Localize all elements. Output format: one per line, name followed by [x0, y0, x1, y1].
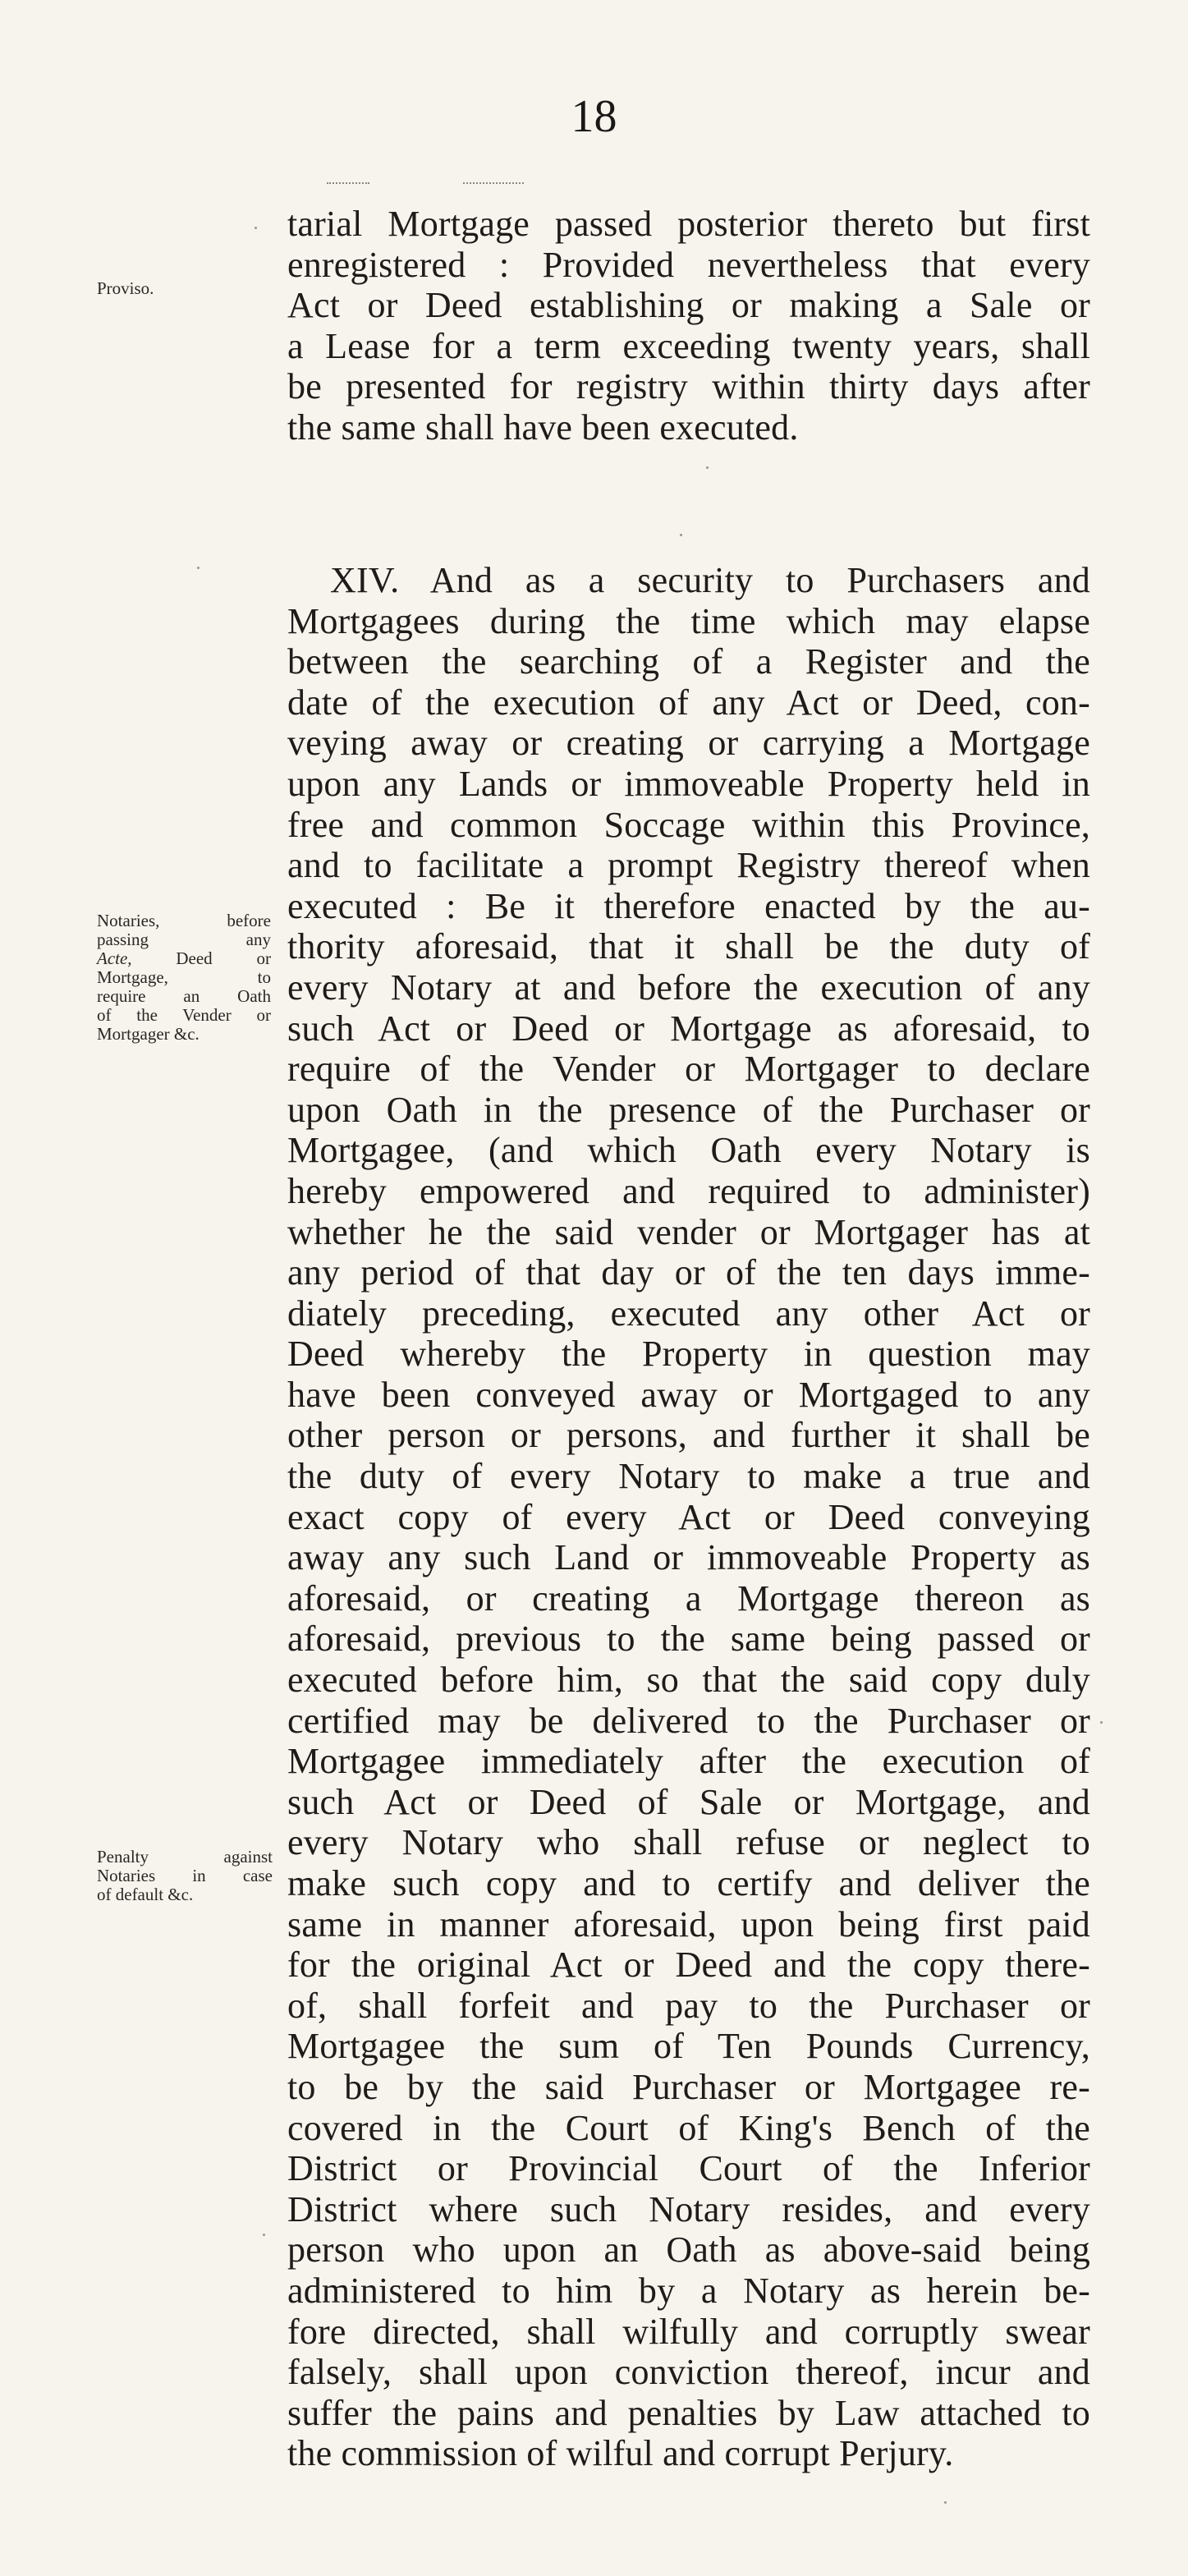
margin-note-line: Notaries, before [97, 911, 271, 930]
text-line: such Act or Deed of Sale or Mortgage, and [287, 1781, 1090, 1822]
text-line: every Notary at and before the execution of any [287, 967, 1090, 1008]
margin-note-line: Notaries in case [97, 1866, 273, 1885]
margin-note-line: Mortgager &c. [97, 1024, 200, 1044]
text-line: diately preceding, executed any other Act or [287, 1293, 1090, 1334]
paper-speck [1100, 1721, 1103, 1724]
text-line: a Lease for a term exceeding twenty years, shall [287, 325, 1090, 366]
section-xiv-paragraph [287, 560, 1090, 2474]
text-line: free and common Soccage within this Province, [287, 804, 1090, 845]
text-line: the duty of every Notary to make a true and [287, 1456, 1090, 1497]
text-line: covered in the Court of King's Bench of the [287, 2107, 1090, 2148]
text-line: any period of that day or of the ten days imme- [287, 1252, 1090, 1293]
text-line: for the original Act or Deed and the copy there- [287, 1945, 1090, 1986]
text-line: the commission of wilful and corrupt Perjury. [287, 2433, 954, 2474]
margin-note-line: Proviso. [97, 278, 154, 298]
text-line: the same shall have been executed. [287, 406, 799, 448]
margin-note-line: of the Vender or [97, 1005, 271, 1025]
text-line: falsely, shall upon conviction thereof, incur and [287, 2352, 1090, 2393]
margin-note-line: Acte, Deed or [97, 948, 271, 968]
margin-note-penalty [97, 1848, 273, 1904]
text-line: Mortgagee the sum of Ten Pounds Currency, [287, 2026, 1090, 2067]
text-line: other person or persons, and further it shall be [287, 1415, 1090, 1456]
text-line: same in manner aforesaid, upon being first paid [287, 1903, 1090, 1945]
text-line: administered to him by a Notary as herein be- [287, 2270, 1090, 2311]
text-line: to be by the said Purchaser or Mortgagee re- [287, 2066, 1090, 2107]
margin-note-line: require an Oath [97, 986, 271, 1006]
paper-speck [263, 2234, 265, 2236]
text-line: date of the execution of any Act or Deed, con- [287, 682, 1090, 723]
text-line: XIV. And as a security to Purchasers and [330, 560, 1090, 600]
text-line: Deed whereby the Property in question may [287, 1334, 1090, 1375]
page-number: 18 [571, 91, 617, 142]
header-rule-left [327, 182, 369, 184]
text-line: aforesaid, or creating a Mortgage thereon as [287, 1577, 1090, 1619]
paragraph-continuation [287, 204, 1090, 448]
text-line: Mortgagee, (and which Oath every Notary is [287, 1130, 1090, 1171]
text-line: tarial Mortgage passed posterior thereto but first [287, 204, 1090, 244]
text-line: veying away or creating or carrying a Mortgage [287, 723, 1090, 764]
text-line: executed before him, so that the said copy duly [287, 1660, 1090, 1701]
margin-note-line: passing any [97, 930, 271, 949]
text-line: Mortgagee immediately after the execution of [287, 1741, 1090, 1782]
text-line: enregistered : Provided nevertheless that every [287, 244, 1090, 285]
text-line: have been conveyed away or Mortgaged to any [287, 1374, 1090, 1415]
text-line: every Notary who shall refuse or neglect to [287, 1822, 1090, 1863]
text-line: District or Provincial Court of the Inferior [287, 2148, 1090, 2189]
text-line: exact copy of every Act or Deed conveying [287, 1496, 1090, 1537]
text-line: such Act or Deed or Mortgage as aforesaid, to [287, 1008, 1090, 1049]
paper-speck [680, 534, 682, 536]
margin-note-line: Penalty against [97, 1847, 273, 1867]
text-line: upon any Lands or immoveable Property held in [287, 763, 1090, 804]
margin-note-proviso [97, 279, 179, 298]
text-line: hereby empowered and required to administer) [287, 1170, 1090, 1211]
text-line: Mortgagees during the time which may elapse [287, 600, 1090, 641]
text-line: and to facilitate a prompt Registry thereof when [287, 845, 1090, 886]
paper-speck [944, 2501, 947, 2504]
margin-note-line: of default &c. [97, 1885, 194, 1904]
text-line: be presented for registry within thirty days after [287, 366, 1090, 407]
margin-note-line: Mortgage, to [97, 967, 271, 987]
text-line: away any such Land or immoveable Property as [287, 1537, 1090, 1578]
text-line: executed : Be it therefore enacted by the au- [287, 885, 1090, 926]
text-line: require of the Vender or Mortgager to declare [287, 1049, 1090, 1090]
text-line: make such copy and to certify and deliver the [287, 1863, 1090, 1903]
margin-note-notaries [97, 911, 271, 1044]
text-line: upon Oath in the presence of the Purchaser or [287, 1089, 1090, 1130]
paper-speck [706, 466, 709, 469]
text-line: Act or Deed establishing or making a Sale or [287, 285, 1090, 326]
text-line: thority aforesaid, that it shall be the duty of [287, 926, 1090, 967]
text-line: whether he the said vender or Mortgager has at [287, 1211, 1090, 1252]
paper-speck [197, 567, 200, 569]
text-line: certified may be delivered to the Purchaser or [287, 1700, 1090, 1741]
text-line: District where such Notary resides, and every [287, 2188, 1090, 2229]
italic-term: Acte, [97, 948, 132, 968]
paper-speck [255, 227, 257, 229]
text-line: suffer the pains and penalties by Law attached to [287, 2392, 1090, 2433]
text-line: of, shall forfeit and pay to the Purchaser or [287, 1985, 1090, 2026]
text-line: fore directed, shall wilfully and corruptly swear [287, 2311, 1090, 2352]
header-rule-right [463, 182, 524, 184]
text-line: between the searching of a Register and the [287, 641, 1090, 682]
text-line: person who upon an Oath as above-said being [287, 2229, 1090, 2271]
text-line: aforesaid, previous to the same being passed or [287, 1619, 1090, 1660]
